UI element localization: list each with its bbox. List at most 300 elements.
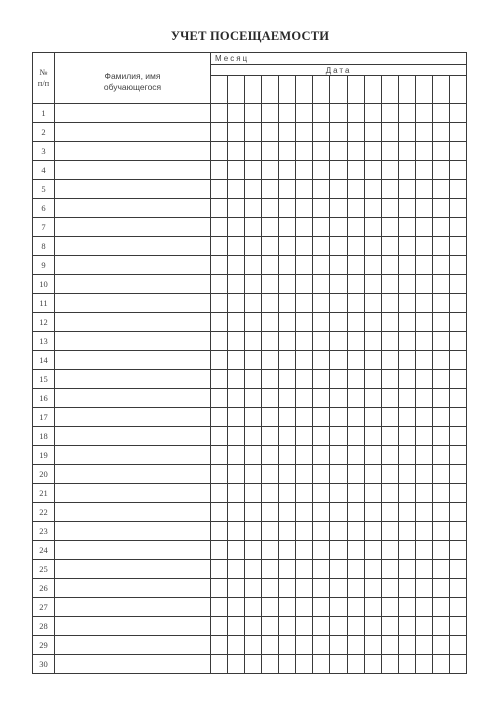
attendance-cell[interactable] bbox=[449, 256, 466, 275]
student-name-cell[interactable] bbox=[55, 180, 211, 199]
attendance-cell[interactable] bbox=[364, 560, 381, 579]
attendance-cell[interactable] bbox=[313, 484, 330, 503]
attendance-cell[interactable] bbox=[313, 446, 330, 465]
attendance-cell[interactable] bbox=[245, 636, 262, 655]
attendance-cell[interactable] bbox=[381, 180, 398, 199]
student-name-cell[interactable] bbox=[55, 104, 211, 123]
attendance-cell[interactable] bbox=[228, 484, 245, 503]
attendance-cell[interactable] bbox=[313, 370, 330, 389]
attendance-cell[interactable] bbox=[364, 199, 381, 218]
attendance-cell[interactable] bbox=[449, 446, 466, 465]
attendance-cell[interactable] bbox=[262, 427, 279, 446]
attendance-cell[interactable] bbox=[415, 541, 432, 560]
attendance-cell[interactable] bbox=[381, 446, 398, 465]
attendance-cell[interactable] bbox=[432, 617, 449, 636]
attendance-cell[interactable] bbox=[262, 332, 279, 351]
student-name-cell[interactable] bbox=[55, 408, 211, 427]
attendance-cell[interactable] bbox=[347, 370, 364, 389]
attendance-cell[interactable] bbox=[364, 522, 381, 541]
attendance-cell[interactable] bbox=[381, 161, 398, 180]
attendance-cell[interactable] bbox=[330, 522, 347, 541]
attendance-cell[interactable] bbox=[245, 123, 262, 142]
attendance-cell[interactable] bbox=[313, 636, 330, 655]
attendance-cell[interactable] bbox=[381, 598, 398, 617]
attendance-cell[interactable] bbox=[347, 617, 364, 636]
student-name-cell[interactable] bbox=[55, 294, 211, 313]
attendance-cell[interactable] bbox=[228, 104, 245, 123]
attendance-cell[interactable] bbox=[245, 598, 262, 617]
attendance-cell[interactable] bbox=[432, 636, 449, 655]
attendance-cell[interactable] bbox=[228, 142, 245, 161]
attendance-cell[interactable] bbox=[228, 237, 245, 256]
attendance-cell[interactable] bbox=[296, 598, 313, 617]
attendance-cell[interactable] bbox=[330, 161, 347, 180]
attendance-cell[interactable] bbox=[313, 655, 330, 674]
attendance-cell[interactable] bbox=[313, 294, 330, 313]
attendance-cell[interactable] bbox=[449, 180, 466, 199]
attendance-cell[interactable] bbox=[398, 237, 415, 256]
attendance-cell[interactable] bbox=[245, 313, 262, 332]
attendance-cell[interactable] bbox=[296, 256, 313, 275]
attendance-cell[interactable] bbox=[432, 332, 449, 351]
attendance-cell[interactable] bbox=[398, 598, 415, 617]
attendance-cell[interactable] bbox=[279, 503, 296, 522]
attendance-cell[interactable] bbox=[364, 389, 381, 408]
attendance-cell[interactable] bbox=[415, 161, 432, 180]
attendance-cell[interactable] bbox=[449, 142, 466, 161]
attendance-cell[interactable] bbox=[364, 294, 381, 313]
attendance-cell[interactable] bbox=[313, 617, 330, 636]
attendance-cell[interactable] bbox=[228, 180, 245, 199]
attendance-cell[interactable] bbox=[347, 541, 364, 560]
attendance-cell[interactable] bbox=[398, 522, 415, 541]
attendance-cell[interactable] bbox=[262, 389, 279, 408]
attendance-cell[interactable] bbox=[415, 275, 432, 294]
attendance-cell[interactable] bbox=[449, 218, 466, 237]
attendance-cell[interactable] bbox=[262, 218, 279, 237]
attendance-cell[interactable] bbox=[211, 142, 228, 161]
attendance-cell[interactable] bbox=[449, 389, 466, 408]
attendance-cell[interactable] bbox=[347, 237, 364, 256]
attendance-cell[interactable] bbox=[449, 332, 466, 351]
attendance-cell[interactable] bbox=[262, 446, 279, 465]
attendance-cell[interactable] bbox=[330, 541, 347, 560]
attendance-cell[interactable] bbox=[449, 655, 466, 674]
student-name-cell[interactable] bbox=[55, 446, 211, 465]
student-name-cell[interactable] bbox=[55, 522, 211, 541]
attendance-cell[interactable] bbox=[381, 256, 398, 275]
attendance-cell[interactable] bbox=[228, 655, 245, 674]
attendance-cell[interactable] bbox=[211, 218, 228, 237]
attendance-cell[interactable] bbox=[262, 636, 279, 655]
attendance-cell[interactable] bbox=[364, 427, 381, 446]
attendance-cell[interactable] bbox=[245, 256, 262, 275]
attendance-cell[interactable] bbox=[228, 560, 245, 579]
attendance-cell[interactable] bbox=[415, 617, 432, 636]
attendance-cell[interactable] bbox=[228, 465, 245, 484]
attendance-cell[interactable] bbox=[296, 275, 313, 294]
student-name-cell[interactable] bbox=[55, 465, 211, 484]
attendance-cell[interactable] bbox=[432, 598, 449, 617]
student-name-cell[interactable] bbox=[55, 617, 211, 636]
attendance-cell[interactable] bbox=[398, 560, 415, 579]
attendance-cell[interactable] bbox=[313, 465, 330, 484]
attendance-cell[interactable] bbox=[279, 617, 296, 636]
attendance-cell[interactable] bbox=[279, 408, 296, 427]
attendance-cell[interactable] bbox=[262, 617, 279, 636]
attendance-cell[interactable] bbox=[381, 484, 398, 503]
attendance-cell[interactable] bbox=[262, 123, 279, 142]
attendance-cell[interactable] bbox=[245, 655, 262, 674]
student-name-cell[interactable] bbox=[55, 560, 211, 579]
attendance-cell[interactable] bbox=[228, 199, 245, 218]
attendance-cell[interactable] bbox=[415, 256, 432, 275]
attendance-cell[interactable] bbox=[228, 427, 245, 446]
attendance-cell[interactable] bbox=[364, 351, 381, 370]
attendance-cell[interactable] bbox=[330, 351, 347, 370]
attendance-cell[interactable] bbox=[432, 237, 449, 256]
attendance-cell[interactable] bbox=[279, 560, 296, 579]
attendance-cell[interactable] bbox=[381, 541, 398, 560]
attendance-cell[interactable] bbox=[296, 161, 313, 180]
attendance-cell[interactable] bbox=[381, 351, 398, 370]
attendance-cell[interactable] bbox=[364, 579, 381, 598]
attendance-cell[interactable] bbox=[245, 199, 262, 218]
attendance-cell[interactable] bbox=[330, 313, 347, 332]
attendance-cell[interactable] bbox=[330, 465, 347, 484]
attendance-cell[interactable] bbox=[296, 617, 313, 636]
attendance-cell[interactable] bbox=[228, 256, 245, 275]
attendance-cell[interactable] bbox=[228, 123, 245, 142]
attendance-cell[interactable] bbox=[449, 123, 466, 142]
attendance-cell[interactable] bbox=[228, 161, 245, 180]
attendance-cell[interactable] bbox=[279, 389, 296, 408]
attendance-cell[interactable] bbox=[347, 180, 364, 199]
attendance-cell[interactable] bbox=[313, 180, 330, 199]
attendance-cell[interactable] bbox=[211, 370, 228, 389]
attendance-cell[interactable] bbox=[211, 541, 228, 560]
attendance-cell[interactable] bbox=[279, 579, 296, 598]
attendance-cell[interactable] bbox=[211, 351, 228, 370]
attendance-cell[interactable] bbox=[398, 408, 415, 427]
attendance-cell[interactable] bbox=[245, 465, 262, 484]
attendance-cell[interactable] bbox=[432, 104, 449, 123]
attendance-cell[interactable] bbox=[347, 161, 364, 180]
attendance-cell[interactable] bbox=[432, 655, 449, 674]
student-name-cell[interactable] bbox=[55, 256, 211, 275]
attendance-cell[interactable] bbox=[245, 560, 262, 579]
attendance-cell[interactable] bbox=[364, 655, 381, 674]
attendance-cell[interactable] bbox=[296, 465, 313, 484]
attendance-cell[interactable] bbox=[364, 598, 381, 617]
attendance-cell[interactable] bbox=[313, 427, 330, 446]
attendance-cell[interactable] bbox=[296, 408, 313, 427]
attendance-cell[interactable] bbox=[347, 313, 364, 332]
attendance-cell[interactable] bbox=[296, 218, 313, 237]
attendance-cell[interactable] bbox=[296, 370, 313, 389]
attendance-cell[interactable] bbox=[228, 617, 245, 636]
student-name-cell[interactable] bbox=[55, 503, 211, 522]
attendance-cell[interactable] bbox=[330, 617, 347, 636]
attendance-cell[interactable] bbox=[296, 332, 313, 351]
attendance-cell[interactable] bbox=[279, 199, 296, 218]
attendance-cell[interactable] bbox=[398, 655, 415, 674]
attendance-cell[interactable] bbox=[245, 180, 262, 199]
attendance-cell[interactable] bbox=[313, 218, 330, 237]
attendance-cell[interactable] bbox=[449, 313, 466, 332]
attendance-cell[interactable] bbox=[364, 161, 381, 180]
attendance-cell[interactable] bbox=[330, 560, 347, 579]
attendance-cell[interactable] bbox=[398, 180, 415, 199]
attendance-cell[interactable] bbox=[415, 579, 432, 598]
attendance-cell[interactable] bbox=[262, 237, 279, 256]
attendance-cell[interactable] bbox=[211, 503, 228, 522]
attendance-cell[interactable] bbox=[415, 636, 432, 655]
attendance-cell[interactable] bbox=[449, 104, 466, 123]
attendance-cell[interactable] bbox=[279, 237, 296, 256]
attendance-cell[interactable] bbox=[398, 332, 415, 351]
attendance-cell[interactable] bbox=[364, 446, 381, 465]
attendance-cell[interactable] bbox=[415, 560, 432, 579]
attendance-cell[interactable] bbox=[279, 180, 296, 199]
student-name-cell[interactable] bbox=[55, 237, 211, 256]
attendance-cell[interactable] bbox=[228, 218, 245, 237]
attendance-cell[interactable] bbox=[211, 408, 228, 427]
attendance-cell[interactable] bbox=[432, 180, 449, 199]
attendance-cell[interactable] bbox=[228, 275, 245, 294]
attendance-cell[interactable] bbox=[364, 180, 381, 199]
attendance-cell[interactable] bbox=[415, 218, 432, 237]
attendance-cell[interactable] bbox=[398, 370, 415, 389]
attendance-cell[interactable] bbox=[245, 484, 262, 503]
attendance-cell[interactable] bbox=[330, 484, 347, 503]
attendance-cell[interactable] bbox=[279, 161, 296, 180]
attendance-cell[interactable] bbox=[228, 446, 245, 465]
attendance-cell[interactable] bbox=[228, 541, 245, 560]
attendance-cell[interactable] bbox=[296, 294, 313, 313]
attendance-cell[interactable] bbox=[211, 579, 228, 598]
student-name-cell[interactable] bbox=[55, 636, 211, 655]
attendance-cell[interactable] bbox=[364, 237, 381, 256]
attendance-cell[interactable] bbox=[296, 503, 313, 522]
attendance-cell[interactable] bbox=[364, 256, 381, 275]
attendance-cell[interactable] bbox=[313, 104, 330, 123]
attendance-cell[interactable] bbox=[296, 104, 313, 123]
attendance-cell[interactable] bbox=[279, 104, 296, 123]
attendance-cell[interactable] bbox=[296, 541, 313, 560]
attendance-cell[interactable] bbox=[449, 199, 466, 218]
attendance-cell[interactable] bbox=[313, 579, 330, 598]
attendance-cell[interactable] bbox=[330, 256, 347, 275]
attendance-cell[interactable] bbox=[228, 636, 245, 655]
attendance-cell[interactable] bbox=[262, 275, 279, 294]
attendance-cell[interactable] bbox=[381, 104, 398, 123]
attendance-cell[interactable] bbox=[381, 522, 398, 541]
attendance-cell[interactable] bbox=[398, 636, 415, 655]
attendance-cell[interactable] bbox=[415, 351, 432, 370]
attendance-cell[interactable] bbox=[381, 142, 398, 161]
attendance-cell[interactable] bbox=[313, 161, 330, 180]
attendance-cell[interactable] bbox=[228, 503, 245, 522]
attendance-cell[interactable] bbox=[211, 560, 228, 579]
attendance-cell[interactable] bbox=[330, 180, 347, 199]
attendance-cell[interactable] bbox=[432, 446, 449, 465]
attendance-cell[interactable] bbox=[415, 427, 432, 446]
attendance-cell[interactable] bbox=[313, 313, 330, 332]
attendance-cell[interactable] bbox=[262, 522, 279, 541]
attendance-cell[interactable] bbox=[398, 579, 415, 598]
student-name-cell[interactable] bbox=[55, 427, 211, 446]
attendance-cell[interactable] bbox=[228, 408, 245, 427]
attendance-cell[interactable] bbox=[364, 104, 381, 123]
attendance-cell[interactable] bbox=[262, 408, 279, 427]
attendance-cell[interactable] bbox=[228, 294, 245, 313]
attendance-cell[interactable] bbox=[262, 560, 279, 579]
attendance-cell[interactable] bbox=[432, 465, 449, 484]
student-name-cell[interactable] bbox=[55, 313, 211, 332]
attendance-cell[interactable] bbox=[245, 104, 262, 123]
attendance-cell[interactable] bbox=[398, 123, 415, 142]
attendance-cell[interactable] bbox=[381, 408, 398, 427]
attendance-cell[interactable] bbox=[364, 142, 381, 161]
attendance-cell[interactable] bbox=[279, 275, 296, 294]
attendance-cell[interactable] bbox=[228, 332, 245, 351]
attendance-cell[interactable] bbox=[449, 465, 466, 484]
attendance-cell[interactable] bbox=[245, 275, 262, 294]
attendance-cell[interactable] bbox=[330, 389, 347, 408]
attendance-cell[interactable] bbox=[279, 294, 296, 313]
attendance-cell[interactable] bbox=[296, 389, 313, 408]
attendance-cell[interactable] bbox=[211, 180, 228, 199]
attendance-cell[interactable] bbox=[432, 142, 449, 161]
attendance-cell[interactable] bbox=[330, 104, 347, 123]
attendance-cell[interactable] bbox=[313, 389, 330, 408]
attendance-cell[interactable] bbox=[415, 655, 432, 674]
attendance-cell[interactable] bbox=[432, 351, 449, 370]
attendance-cell[interactable] bbox=[330, 503, 347, 522]
attendance-cell[interactable] bbox=[347, 598, 364, 617]
attendance-cell[interactable] bbox=[398, 541, 415, 560]
attendance-cell[interactable] bbox=[228, 579, 245, 598]
attendance-cell[interactable] bbox=[449, 503, 466, 522]
attendance-cell[interactable] bbox=[415, 294, 432, 313]
attendance-cell[interactable] bbox=[211, 598, 228, 617]
attendance-cell[interactable] bbox=[347, 294, 364, 313]
attendance-cell[interactable] bbox=[347, 351, 364, 370]
attendance-cell[interactable] bbox=[415, 484, 432, 503]
attendance-cell[interactable] bbox=[347, 522, 364, 541]
attendance-cell[interactable] bbox=[449, 579, 466, 598]
attendance-cell[interactable] bbox=[279, 142, 296, 161]
attendance-cell[interactable] bbox=[415, 313, 432, 332]
attendance-cell[interactable] bbox=[330, 655, 347, 674]
attendance-cell[interactable] bbox=[415, 465, 432, 484]
attendance-cell[interactable] bbox=[364, 123, 381, 142]
student-name-cell[interactable] bbox=[55, 332, 211, 351]
attendance-cell[interactable] bbox=[330, 579, 347, 598]
attendance-cell[interactable] bbox=[381, 560, 398, 579]
attendance-cell[interactable] bbox=[364, 313, 381, 332]
attendance-cell[interactable] bbox=[279, 370, 296, 389]
attendance-cell[interactable] bbox=[415, 104, 432, 123]
attendance-cell[interactable] bbox=[449, 636, 466, 655]
attendance-cell[interactable] bbox=[347, 484, 364, 503]
student-name-cell[interactable] bbox=[55, 142, 211, 161]
attendance-cell[interactable] bbox=[211, 161, 228, 180]
attendance-cell[interactable] bbox=[279, 598, 296, 617]
attendance-cell[interactable] bbox=[347, 636, 364, 655]
attendance-cell[interactable] bbox=[381, 218, 398, 237]
attendance-cell[interactable] bbox=[245, 332, 262, 351]
attendance-cell[interactable] bbox=[432, 522, 449, 541]
attendance-cell[interactable] bbox=[432, 541, 449, 560]
student-name-cell[interactable] bbox=[55, 484, 211, 503]
attendance-cell[interactable] bbox=[296, 579, 313, 598]
attendance-cell[interactable] bbox=[262, 142, 279, 161]
attendance-cell[interactable] bbox=[415, 408, 432, 427]
attendance-cell[interactable] bbox=[313, 237, 330, 256]
student-name-cell[interactable] bbox=[55, 370, 211, 389]
attendance-cell[interactable] bbox=[313, 503, 330, 522]
attendance-cell[interactable] bbox=[415, 199, 432, 218]
attendance-cell[interactable] bbox=[296, 142, 313, 161]
attendance-cell[interactable] bbox=[262, 104, 279, 123]
attendance-cell[interactable] bbox=[398, 503, 415, 522]
attendance-cell[interactable] bbox=[330, 275, 347, 294]
attendance-cell[interactable] bbox=[245, 389, 262, 408]
attendance-cell[interactable] bbox=[449, 351, 466, 370]
attendance-cell[interactable] bbox=[381, 313, 398, 332]
attendance-cell[interactable] bbox=[398, 104, 415, 123]
attendance-cell[interactable] bbox=[262, 256, 279, 275]
attendance-cell[interactable] bbox=[313, 123, 330, 142]
attendance-cell[interactable] bbox=[245, 161, 262, 180]
student-name-cell[interactable] bbox=[55, 123, 211, 142]
attendance-cell[interactable] bbox=[262, 180, 279, 199]
attendance-cell[interactable] bbox=[296, 123, 313, 142]
attendance-cell[interactable] bbox=[245, 408, 262, 427]
attendance-cell[interactable] bbox=[347, 408, 364, 427]
attendance-cell[interactable] bbox=[330, 427, 347, 446]
attendance-cell[interactable] bbox=[449, 370, 466, 389]
attendance-cell[interactable] bbox=[432, 218, 449, 237]
attendance-cell[interactable] bbox=[211, 617, 228, 636]
attendance-cell[interactable] bbox=[449, 484, 466, 503]
attendance-cell[interactable] bbox=[228, 351, 245, 370]
attendance-cell[interactable] bbox=[211, 294, 228, 313]
attendance-cell[interactable] bbox=[432, 389, 449, 408]
attendance-cell[interactable] bbox=[415, 503, 432, 522]
attendance-cell[interactable] bbox=[245, 617, 262, 636]
attendance-cell[interactable] bbox=[364, 332, 381, 351]
attendance-cell[interactable] bbox=[381, 465, 398, 484]
attendance-cell[interactable] bbox=[364, 503, 381, 522]
attendance-cell[interactable] bbox=[364, 541, 381, 560]
attendance-cell[interactable] bbox=[398, 161, 415, 180]
attendance-cell[interactable] bbox=[262, 598, 279, 617]
attendance-cell[interactable] bbox=[296, 446, 313, 465]
attendance-cell[interactable] bbox=[211, 123, 228, 142]
attendance-cell[interactable] bbox=[381, 636, 398, 655]
attendance-cell[interactable] bbox=[347, 446, 364, 465]
attendance-cell[interactable] bbox=[398, 446, 415, 465]
attendance-cell[interactable] bbox=[330, 237, 347, 256]
attendance-cell[interactable] bbox=[347, 655, 364, 674]
student-name-cell[interactable] bbox=[55, 579, 211, 598]
student-name-cell[interactable] bbox=[55, 655, 211, 674]
attendance-cell[interactable] bbox=[211, 313, 228, 332]
attendance-cell[interactable] bbox=[415, 446, 432, 465]
